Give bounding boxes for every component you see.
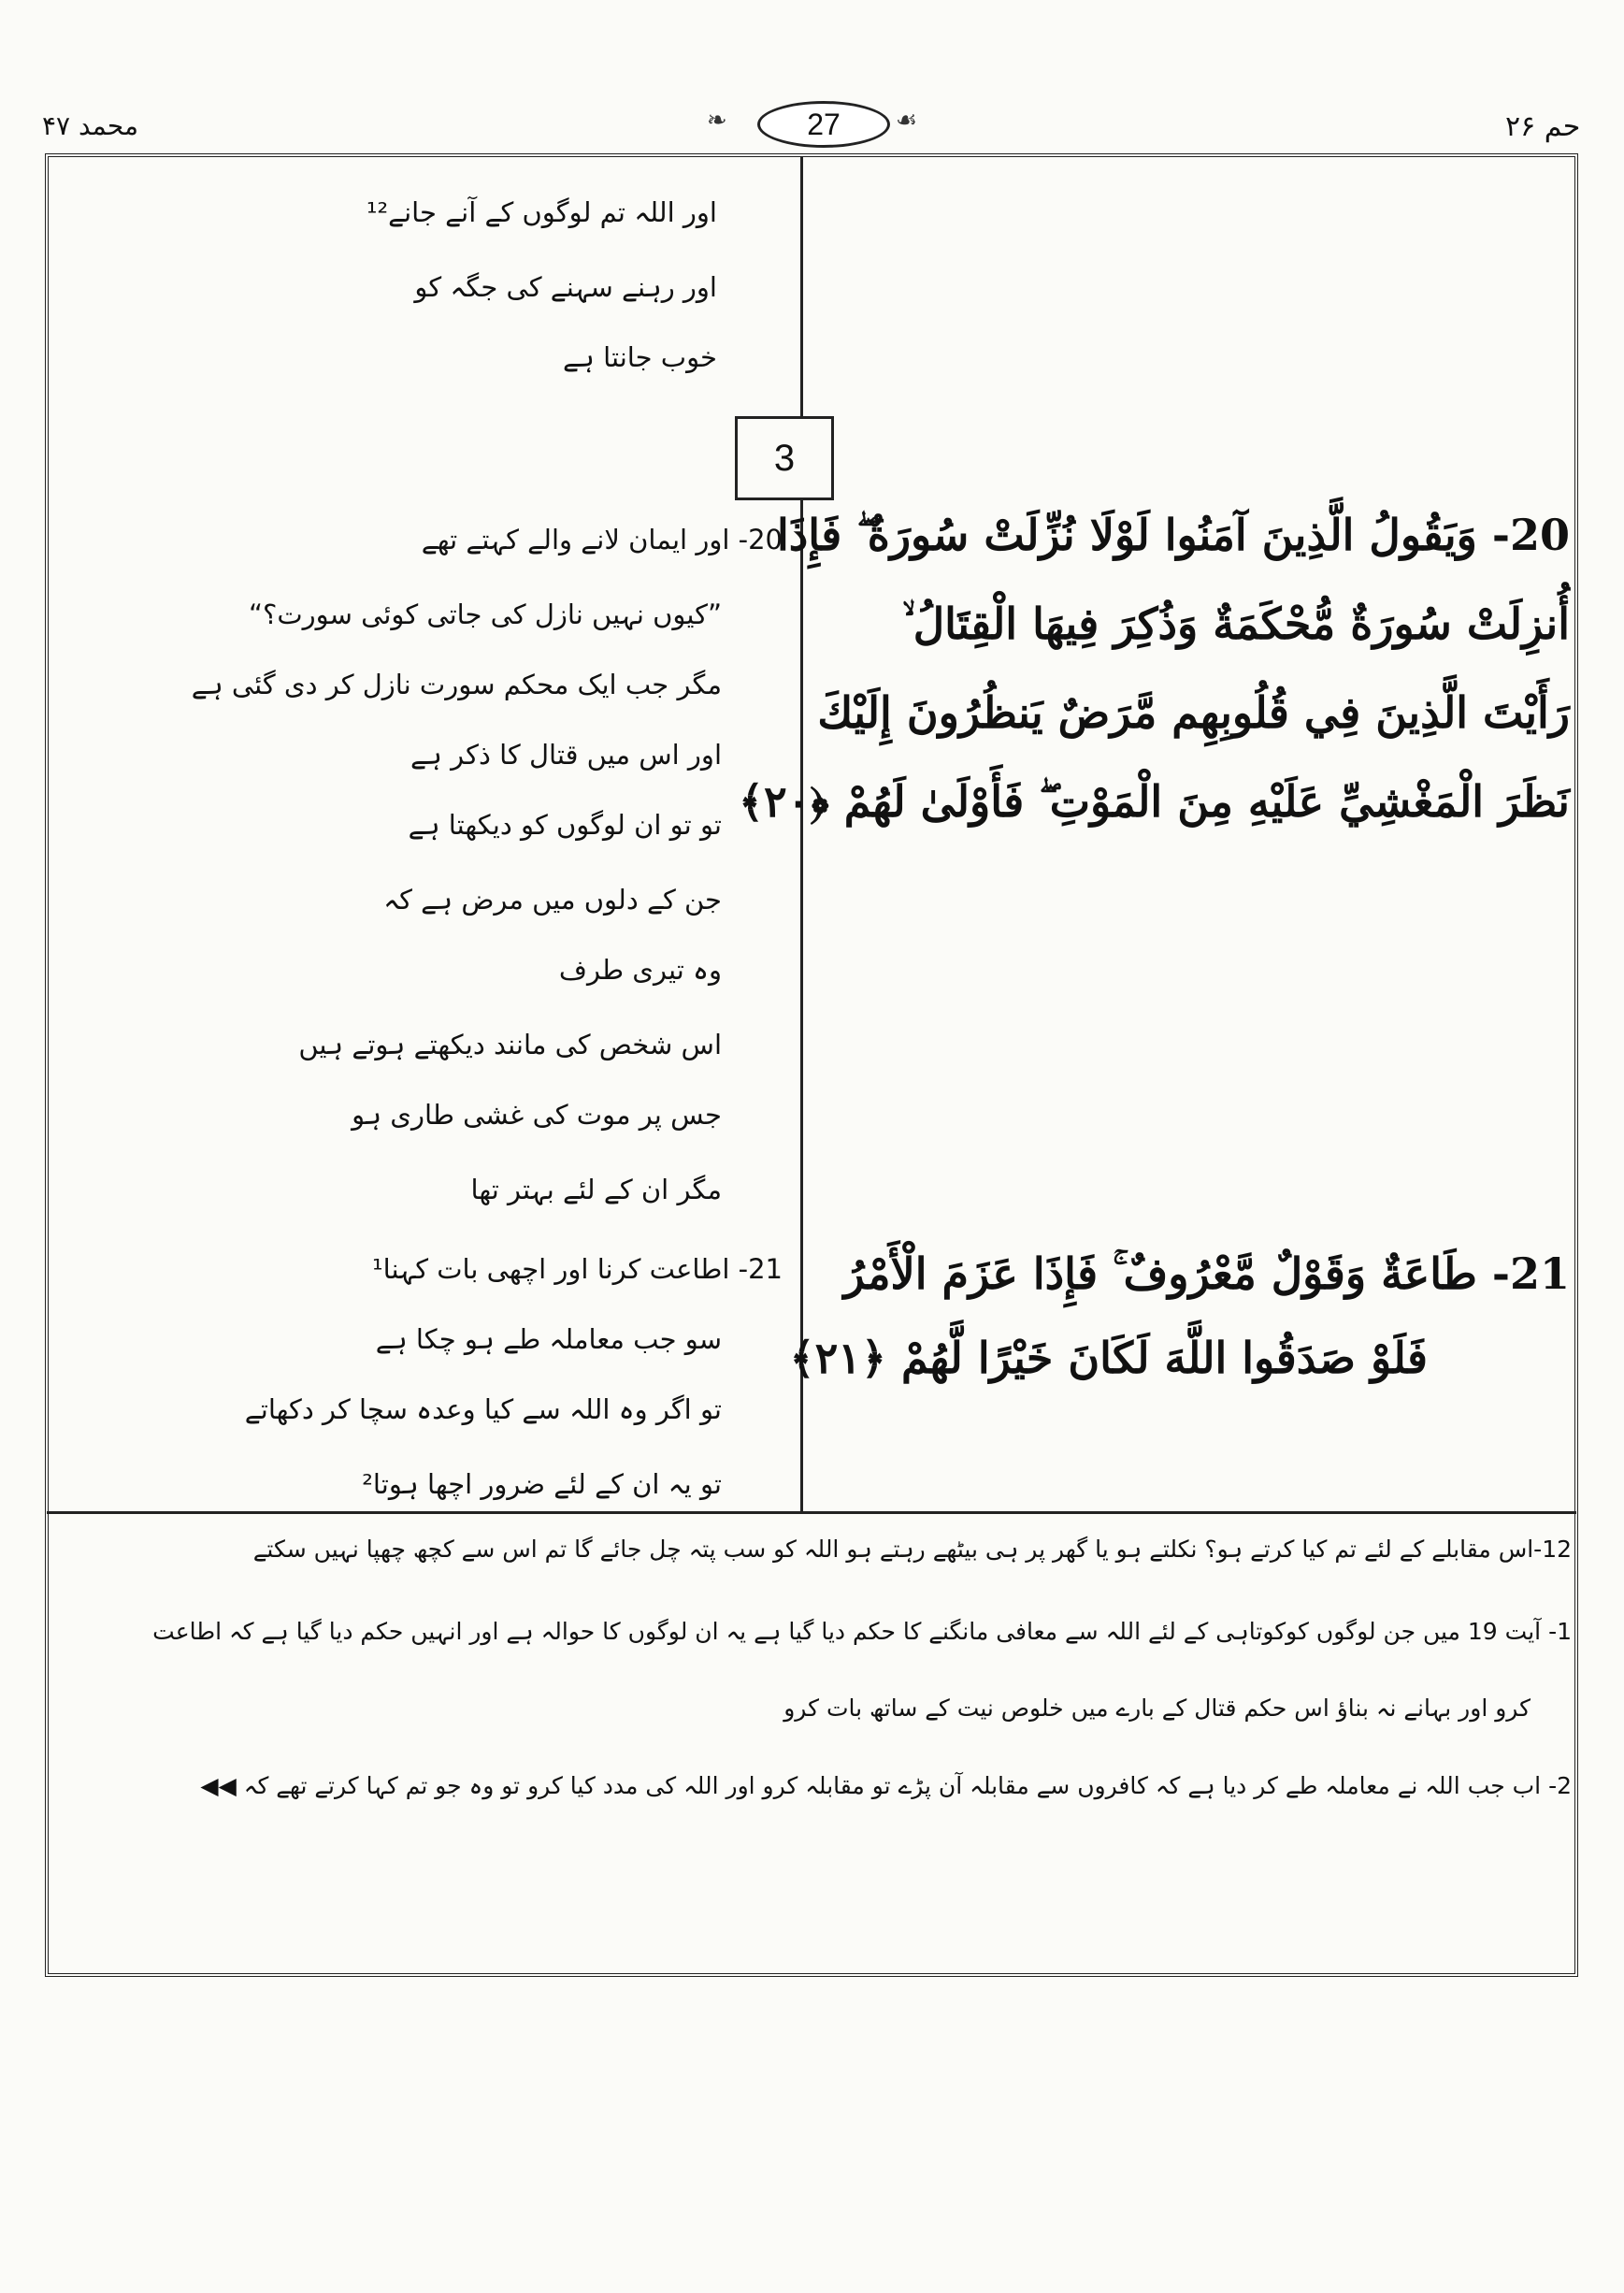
arabic-verse-line: رَأَيْتَ الَّذِينَ فِي قُلُوبِهِم مَّرَضٌ يَنظُرُونَ إِلَيْكَ bbox=[817, 687, 1570, 738]
translation-line: مگر ان کے لئے بہتر تھا bbox=[470, 1174, 722, 1205]
translation-line: اور رہنے سہنے کی جگہ کو bbox=[414, 271, 717, 303]
footnote-line: 12-اس مقابلے کے لئے تم کیا کرتے ہو؟ نکلتے ہو یا گھر پر ہی بیٹھے رہتے ہو اللہ کو سب پتہ چل جائے گا تم اس سے کچھ چھپا نہیں سکتے bbox=[252, 1536, 1572, 1563]
footnote-line: 2- اب جب اللہ نے معاملہ طے کر دیا ہے کہ کافروں سے مقابلہ آن پڑے تو مقابلہ کرو اور اللہ کی مدد کیا کرو تو وہ جو تم کہا کرتے تھے کہ ◀◀ bbox=[200, 1772, 1572, 1799]
translation-line: سو جب معاملہ طے ہو چکا ہے bbox=[375, 1323, 722, 1355]
translation-line: اور اللہ تم لوگوں کے آنے جانے¹² bbox=[366, 196, 717, 228]
arabic-verse-line: أُنزِلَتْ سُورَةٌ مُّحْكَمَةٌ وَذُكِرَ فِيهَا الْقِتَالُ ۙ bbox=[902, 598, 1570, 649]
translation-line: اس شخص کی مانند دیکھتے ہوتے ہیں bbox=[298, 1029, 722, 1060]
page-number: 27 bbox=[807, 107, 841, 141]
column-divider bbox=[800, 157, 803, 1511]
translation-line: 21- اطاعت کرنا اور اچھی بات کہنا¹ bbox=[372, 1253, 783, 1285]
section-number-box: 3 bbox=[735, 416, 834, 500]
translation-line: تو تو ان لوگوں کو دیکھتا ہے bbox=[408, 809, 722, 841]
arabic-verse-line: 21- طَاعَةٌ وَقَوْلٌ مَّعْرُوفٌ ۚ فَإِذَا عَزَمَ الْأَمْرُ bbox=[843, 1248, 1570, 1299]
left-flourish-icon: ❧ bbox=[707, 107, 727, 135]
page-number-ornament bbox=[701, 95, 944, 150]
right-flourish-icon: ☙ bbox=[896, 107, 918, 135]
translation-line: ”کیوں نہیں نازل کی جاتی کوئی سورت؟“ bbox=[248, 598, 722, 630]
surah-name-header: محمد ۴۷ bbox=[42, 110, 138, 141]
translation-line: جس پر موت کی غشی طاری ہو bbox=[352, 1099, 722, 1131]
page-number-oval bbox=[757, 101, 890, 148]
translation-line: 20- اور ایمان لانے والے کہتے تھے bbox=[421, 524, 783, 555]
translation-line: اور اس میں قتال کا ذکر ہے bbox=[410, 739, 722, 771]
footnote-line: 1- آیت 19 میں جن لوگوں کوکوتاہی کے لئے اللہ سے معافی مانگنے کا حکم دیا گیا ہے یہ ان لوگوں کا حوالہ ہے اور انہیں حکم دیا گیا ہے کہ اطاعت bbox=[152, 1618, 1572, 1645]
para-name-header: حم ۲۶ bbox=[1505, 110, 1581, 143]
translation-line: مگر جب ایک محکم سورت نازل کر دی گئی ہے bbox=[191, 669, 722, 700]
arabic-verse-line: نَظَرَ الْمَغْشِيِّ عَلَيْهِ مِنَ الْمَوْتِ ۖ فَأَوْلَىٰ لَهُمْ ﴿٢٠﴾ bbox=[739, 776, 1570, 827]
translation-line: تو اگر وہ اللہ سے کیا وعدہ سچا کر دکھاتے bbox=[244, 1393, 722, 1425]
footnote-separator bbox=[47, 1511, 1576, 1514]
translation-line: تو یہ ان کے لئے ضرور اچھا ہوتا² bbox=[362, 1468, 722, 1500]
arabic-verse-line: 20- وَيَقُولُ الَّذِينَ آمَنُوا لَوْلَا نُزِّلَتْ سُورَةٌ ۖ فَإِذَا bbox=[776, 510, 1570, 560]
translation-line: خوب جانتا ہے bbox=[562, 341, 717, 373]
translation-line: وہ تیری طرف bbox=[558, 954, 722, 986]
translation-line: جن کے دلوں میں مرض ہے کہ bbox=[383, 884, 722, 916]
arabic-verse-line: فَلَوْ صَدَقُوا اللَّهَ لَكَانَ خَيْرًا لَّهُمْ ﴿٢١﴾ bbox=[789, 1333, 1428, 1383]
footnote-line: کرو اور بہانے نہ بناؤ اس حکم قتال کے بارے میں خلوص نیت کے ساتھ بات کرو bbox=[783, 1695, 1531, 1722]
